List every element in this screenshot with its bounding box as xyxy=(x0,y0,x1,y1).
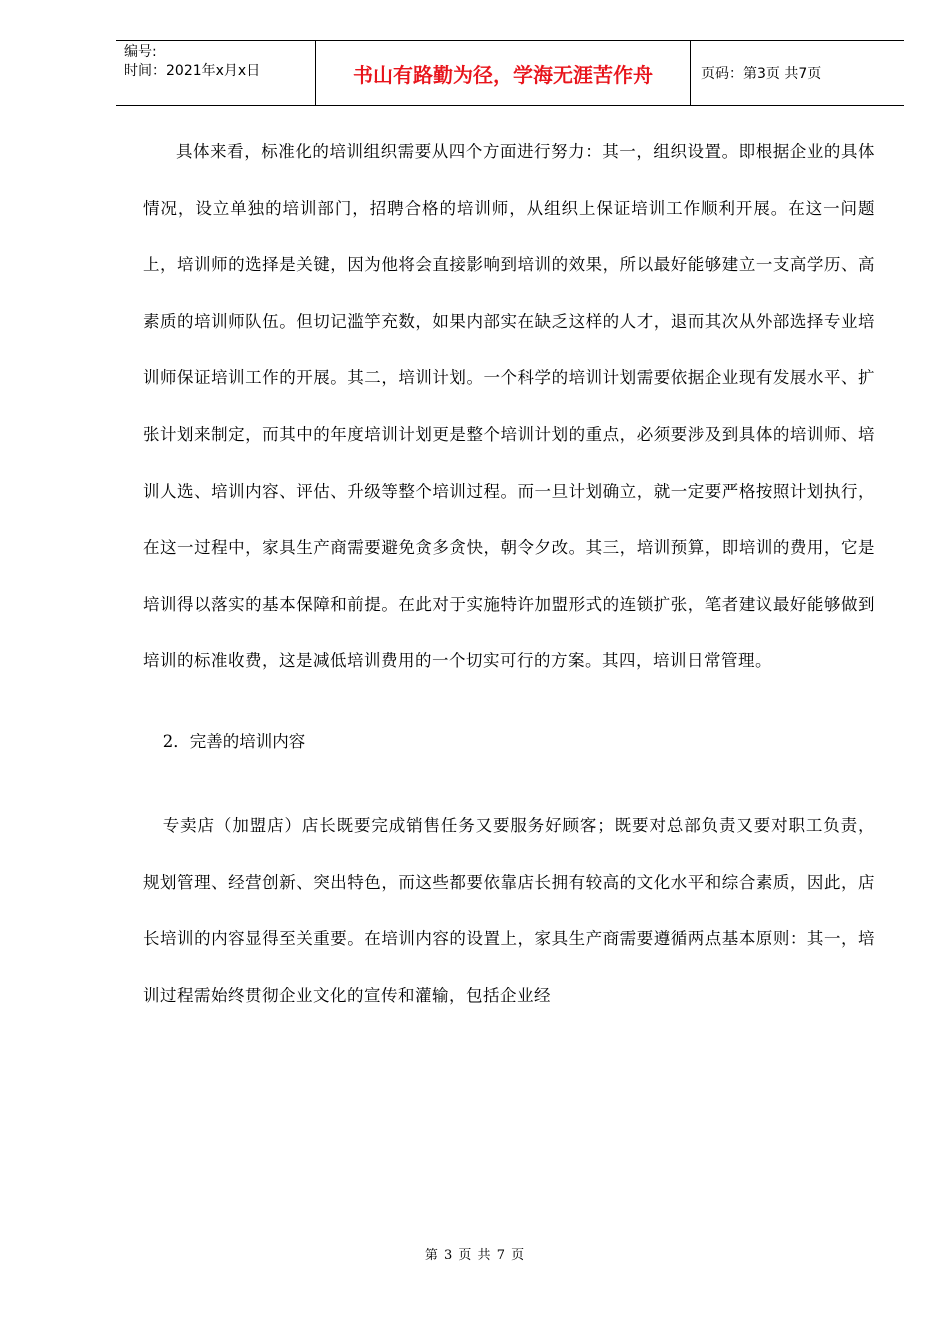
paragraph-2: 专卖店（加盟店）店长既要完成销售任务又要服务好顾客；既要对总部负责又要对职工负责，规划管理、经营创新、突出特色，而这些都要依靠店长拥有较高的文化水平和综合素质，因此，店长培训的内容显得至关重要。在培训内容的设置上，家具生产商需要遵循两点基本原则：其一，培训过程需始终贯彻企业文化的宣传和灌输，包括企业经 xyxy=(143,815,875,1005)
time-label: 时间：2021年x月x日 xyxy=(124,63,261,79)
serial-label: 编号: xyxy=(124,44,157,60)
page-header xyxy=(116,40,904,106)
header-page-info: 页码：第3页 共7页 xyxy=(701,66,822,82)
page-footer: 第 3 页 共 7 页 xyxy=(424,1248,526,1263)
header-motto: 书山有路勤为径，学海无涯苦作舟 xyxy=(316,41,691,105)
section-heading-2: 2．完善的培训内容 xyxy=(162,731,306,751)
header-meta xyxy=(116,41,316,105)
document-body xyxy=(143,124,875,1024)
paragraph-1: 具体来看，标准化的培训组织需要从四个方面进行努力：其一，组织设置。即根据企业的具体情况，设立单独的培训部门，招聘合格的培训师，从组织上保证培训工作顺利开展。在这一问题上，培训师的选择是关键，因为他将会直接影响到培训的效果，所以最好能够建立一支高学历、高素质的培训师队伍。但切记滥竽充数，如果内部实在缺乏这样的人才，退而其次从外部选择专业培训师保证培训工作的开展。其二，培训计划。一个科学的培训计划需要依据企业现有发展水平、扩张计划来制定，而其中的年度培训计划更是整个培训计划的重点，必须要涉及到具体的培训师、培训人选、培训内容、评估、升级等整个培训过程。而一旦计划确立，就一定要严格按照计划执行，在这一过程中，家具生产商需要避免贪多贪快，朝令夕改。其三，培训预算，即培训的费用，它是培训得以落实的基本保障和前提。在此对于实施特许加盟形式的连锁扩张，笔者建议最好能够做到培训的标准收费，这是减低培训费用的一个切实可行的方案。其四，培训日常管理。 xyxy=(143,142,875,671)
